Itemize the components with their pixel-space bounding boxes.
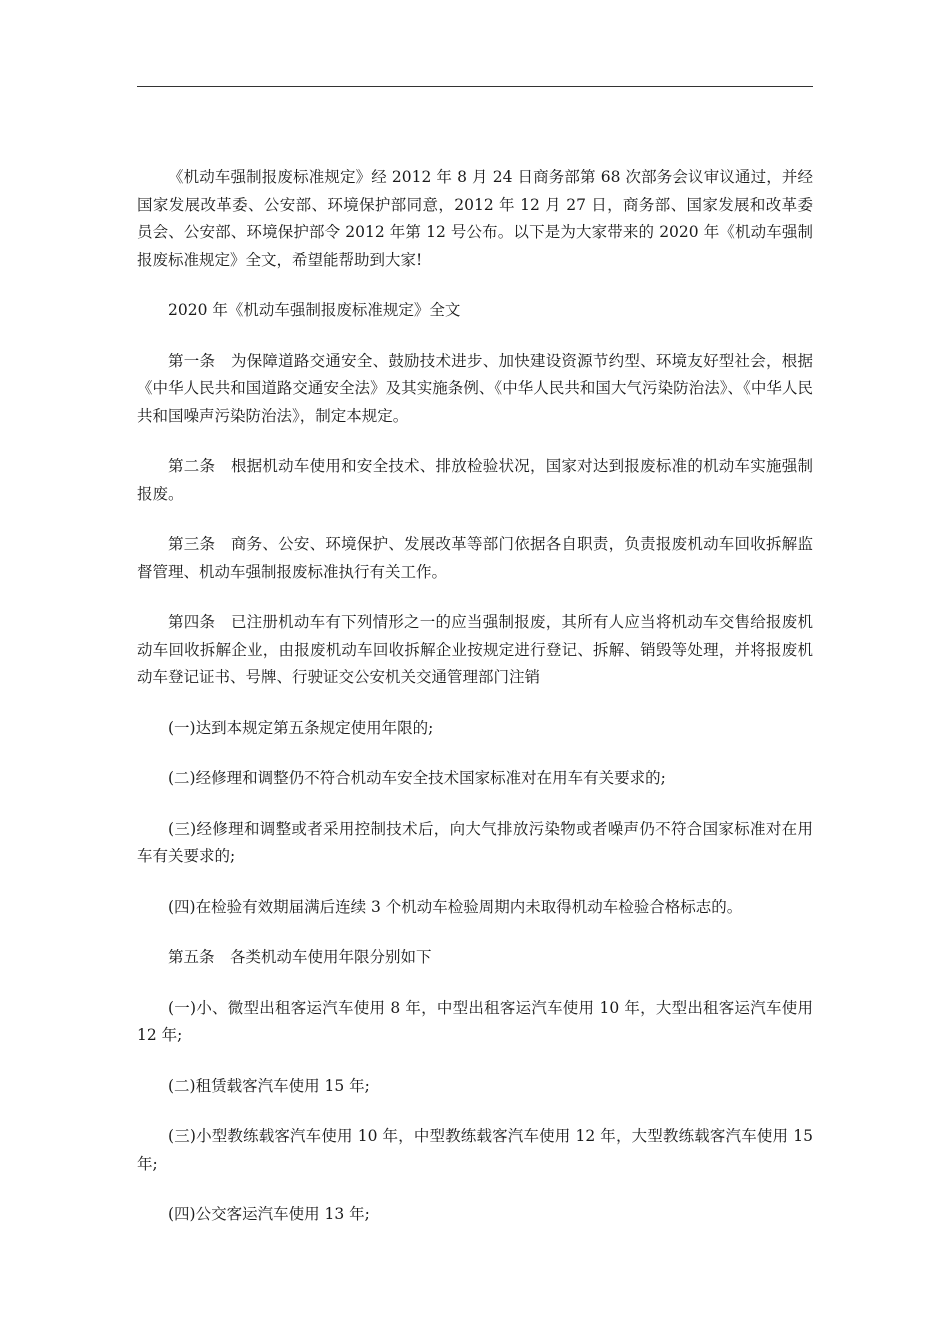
document-body [137, 164, 813, 1252]
article-5-item-2: (二)租赁载客汽车使用 15 年; [168, 1076, 370, 1095]
article-4-item-3: (三)经修理和调整或者采用控制技术后，向大气排放污染物或者噪声仍不符合国家标准对在用车有关要求的; [137, 819, 813, 865]
article-5-item-3: (三)小型教练载客汽车使用 10 年，中型教练载客汽车使用 12 年，大型教练载客汽车使用 15 年; [137, 1127, 813, 1173]
article-5-item-4: (四)公交客运汽车使用 13 年; [168, 1205, 370, 1223]
article-4: 第四条 已注册机动车有下列情形之一的应当强制报废，其所有人应当将机动车交售给报废机动车回收拆解企业，由报废机动车回收拆解企业按规定进行登记、拆解、销毁等处理，并将报废机动车登记证书、号牌、行驶证交公安机关交通管理部门注销 [137, 613, 813, 686]
article-1: 第一条 为保障道路交通安全、鼓励技术进步、加快建设资源节约型、环境友好型社会，根据《中华人民共和国道路交通安全法》及其实施条例、《中华人民共和国大气污染防治法》、《中华人民共和国噪声污染防治法》，制定本规定。 [137, 351, 813, 425]
article-3: 第三条 商务、公安、环境保护、发展改革等部门依据各自职责，负责报废机动车回收拆解监督管理、机动车强制报废标准执行有关工作。 [137, 535, 813, 581]
article-4-item-4: (四)在检验有效期届满后连续 3 个机动车检验周期内未取得机动车检验合格标志的。 [168, 897, 743, 916]
article-4-item-2: (二)经修理和调整仍不符合机动车安全技术国家标准对在用车有关要求的; [168, 769, 666, 787]
document-title: 2020 年《机动车强制报废标准规定》全文 [168, 301, 461, 319]
intro-paragraph: 《机动车强制报废标准规定》经 2012 年 8 月 24 日商务部第 68 次部务会议审议通过，并经国家发展改革委、公安部、环境保护部同意，2012 年 12 月 27 日，商务部、国家发展和改革委员会、公安部、环境保护部令 2012 年第 12 号公布。以下是为大家带来的 2020 年《机动车强制报废标准规定》全文，希望能帮助到大家! [137, 168, 813, 269]
article-5: 第五条 各类机动车使用年限分别如下 [168, 948, 432, 966]
header-rule [137, 86, 813, 87]
article-5-item-1: (一)小、微型出租客运汽车使用 8 年，中型出租客运汽车使用 10 年，大型出租客运汽车使用 12 年; [137, 998, 813, 1044]
article-2: 第二条 根据机动车使用和安全技术、排放检验状况，国家对达到报废标准的机动车实施强制报废。 [137, 457, 813, 503]
article-4-item-1: (一)达到本规定第五条规定使用年限的; [168, 718, 434, 737]
